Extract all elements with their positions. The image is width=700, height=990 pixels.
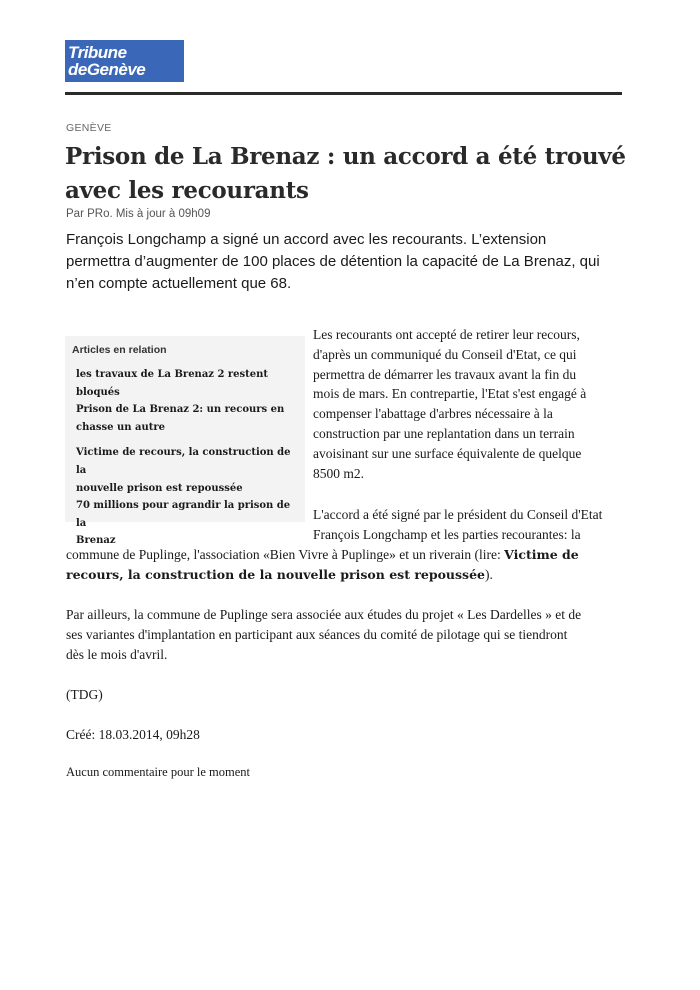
paragraph-2-continued: commune de Puplinge, l'association «Bien Vivre à Puplinge» et un riverain (lire: Victime de recours, la construction de la nouvelle prison est repoussée). xyxy=(66,547,579,582)
logo-line-1: Tribune xyxy=(68,43,127,62)
article-lede xyxy=(66,229,646,295)
header-divider xyxy=(65,92,622,95)
lede-line-3: n’en compte actuellement que 68. xyxy=(66,275,292,292)
related-link[interactable]: les travaux de La Brenaz 2 restent bloqués xyxy=(76,369,269,398)
logo-line-2: deGenève xyxy=(68,60,146,79)
related-link[interactable]: Prison de La Brenaz 2: un recours en chasse un autre xyxy=(76,404,285,433)
lede-line-1: François Longchamp a signé un accord avec les recourants. L’extension xyxy=(66,231,547,248)
tribune-de-geneve-logo[interactable] xyxy=(65,40,184,82)
paragraph-1: Les recourants ont accepté de retirer leur recours, d'après un communiqué du Conseil d'Etat, ce qui permettra de démarrer les travaux avant la fin du mois de mars. En contrepartie, l'Etat s'est engagé à compenser l'abattage d'arbres nécessaire à la construction par une replantation dans un terrain avoisinant sur une surface équivalente de quelque 8500 m2. xyxy=(313,327,587,481)
comments-status: Aucun commentaire pour le moment xyxy=(66,765,250,779)
paragraph-3: Par ailleurs, la commune de Puplinge sera associée aux études du projet « Les Dardelles » et de ses variantes d'implantation en participant aux séances du comité de pilotage qui se tiendront dès le mois d'avril. xyxy=(66,607,582,662)
inline-article-link[interactable]: Victime de xyxy=(504,547,579,562)
related-articles-box xyxy=(65,336,305,547)
article-headline xyxy=(65,140,640,208)
paragraph-2-intro: L'accord a été signé par le président du Conseil d'Etat François Longchamp et les parties recourantes: la xyxy=(313,507,603,542)
related-link[interactable]: Victime de recours, la construction de la nouvelle prison est repoussée xyxy=(76,447,291,494)
lede-line-2: permettra d’augmenter de 100 places de détention la capacité de La Brenaz, qui xyxy=(66,253,600,270)
related-articles-list xyxy=(76,366,301,550)
related-articles-title: Articles en relation xyxy=(72,344,167,356)
headline-line-1: Prison de La Brenaz : un accord a été trouvé xyxy=(65,143,626,170)
headline-line-2: avec les recourants xyxy=(65,177,309,204)
article-byline: Par PRo. Mis à jour à 09h09 xyxy=(66,208,211,220)
article-signature: (TDG) xyxy=(66,687,103,702)
created-timestamp: Créé: 18.03.2014, 09h28 xyxy=(66,727,200,742)
section-label[interactable]: GENÈVE xyxy=(66,122,112,134)
related-link[interactable]: 70 millions pour agrandir la prison de la Brenaz xyxy=(76,500,291,547)
inline-article-link-continued[interactable]: recours, la construction de la nouvelle prison est repoussée xyxy=(66,567,486,582)
